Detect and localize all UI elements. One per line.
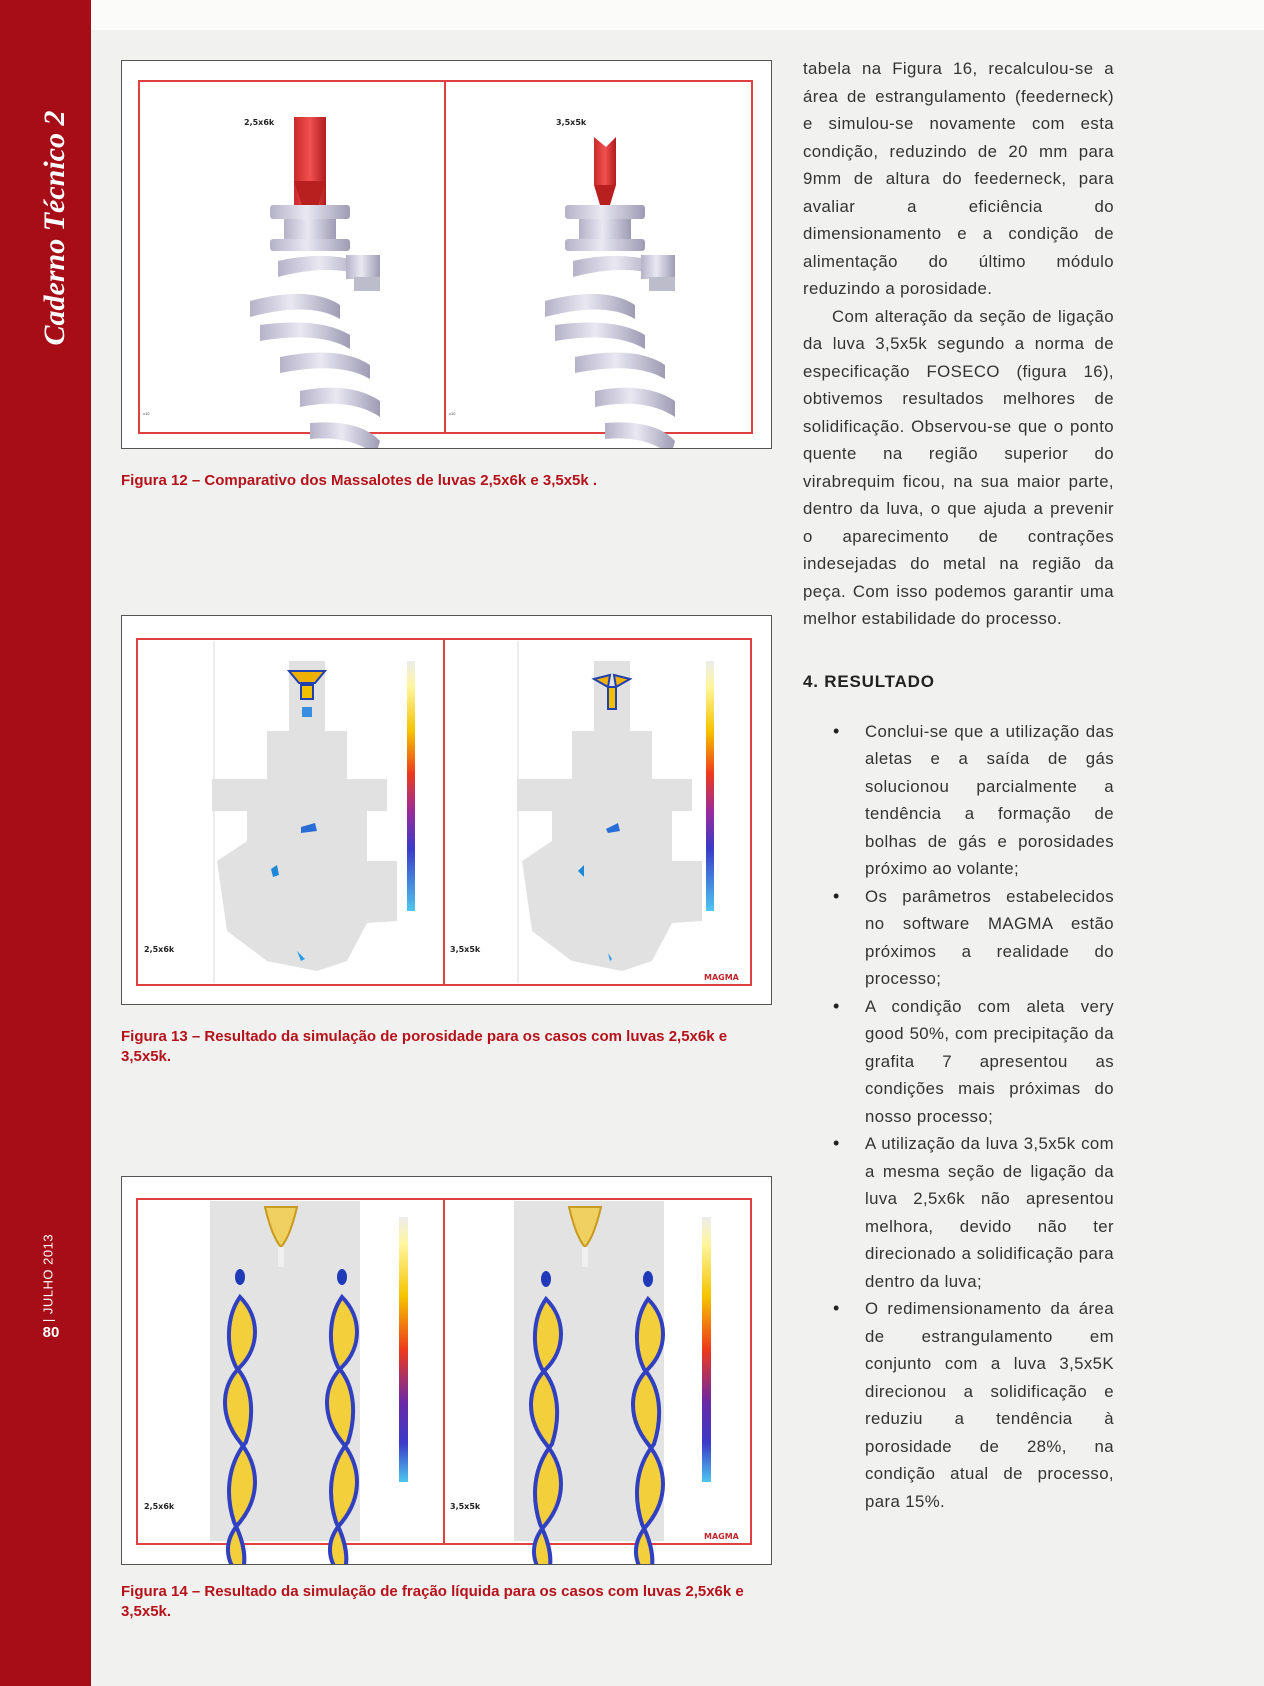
figure-12: [121, 60, 772, 449]
porosity-scale-right: [706, 661, 714, 911]
fig13-right-label: 3,5x5k: [450, 945, 481, 954]
figure-12-caption: Figura 12 – Comparativo dos Massalotes de luvas 2,5x6k e 3,5x5k .: [121, 472, 598, 489]
list-item: • A utilização da luva 3,5x5k com a mesma seção de ligação da luva 2,5x6k não apresentou melhora, devido não ter direcionado a solidificação para dentro da luva;: [803, 1130, 1114, 1295]
top-margin: [91, 0, 1264, 30]
porosity-scale-left: [407, 661, 415, 911]
liquid-scale-right: [702, 1217, 711, 1482]
page-number: 80: [42, 1324, 60, 1341]
figure-12-image: [122, 61, 771, 448]
magma-logo-2: MAGMA: [704, 1532, 739, 1541]
results-list: [803, 718, 1114, 1516]
list-item: • O redimensionamento da área de estrangulamento em conjunto com a luva 3,5x5K direcionou a solidificação e reduziu a tendência à porosidade de 28%, na condição atual de processo, para 15%.: [803, 1295, 1114, 1515]
figure-14: [121, 1176, 772, 1565]
figure-13: [121, 615, 772, 1005]
fig13-left-label: 2,5x6k: [144, 945, 175, 954]
list-item: • Conclui-se que a utilização das aletas e a saída de gás solucionou parcialmente a tendência a formação de bolhas de gás e porosidades próximo ao volante;: [803, 718, 1114, 883]
svg-text:x10: x10: [449, 411, 456, 416]
fig14-left-label: 2,5x6k: [144, 1502, 175, 1511]
paragraph-1: tabela na Figura 16, recalculou-se a área de estrangulamento (feederneck) e simulou-se novamente com esta condição, reduzindo de 20 mm para 9mm de altura do feederneck, para avaliar a eficiência do dimensionamento e a condição de alimentação do último módulo reduzindo a porosidade.: [803, 59, 1114, 298]
figure-13-image: [122, 616, 771, 1004]
list-item: • Os parâmetros estabelecidos no software MAGMA estão próximos a realidade do processo;: [803, 883, 1114, 993]
magma-logo: MAGMA: [704, 973, 739, 982]
list-item: • A condição com aleta very good 50%, com precipitação da grafita 7 apresentou as condições mais próximas do nosso processo;: [803, 993, 1114, 1131]
figure-14-image: [122, 1177, 771, 1564]
section-title: Caderno Técnico 2: [38, 110, 71, 346]
figure-13-caption: Figura 13 – Resultado da simulação de porosidade para os casos com luvas 2,5x6k e 3,5x5k.: [121, 1028, 728, 1065]
article-body: [803, 55, 1114, 1515]
liquid-scale-left: [399, 1217, 408, 1482]
fig12-left-label: 2,5x6k: [244, 118, 275, 127]
fig12-right-label: 3,5x5k: [556, 118, 587, 127]
fig14-right-label: 3,5x5k: [450, 1502, 481, 1511]
paragraph-2: Com alteração da seção de ligação da luva 3,5x5k segundo a norma de especificação FOSECO (figura 16), obtivemos resultados melhores de solidificação. Observou-se que o ponto quente na região superior do virabrequim ficou, na sua maior parte, dentro da luva, o que ajuda a prevenir o aparecimento de contrações indesejadas do metal na região da peça. Com isso podemos garantir uma melhor estabilidade do processo.: [803, 306, 1114, 628]
issue-date: | JULHO 2013: [40, 1233, 56, 1323]
figure-14-caption: Figura 14 – Resultado da simulação de fração líquida para os casos com luvas 2,5x6k e 3,5x5k.: [121, 1583, 744, 1620]
sidebar: [0, 0, 91, 1686]
svg-text:x10: x10: [143, 411, 150, 416]
section-heading-resultado: 4. RESULTADO: [803, 671, 935, 691]
